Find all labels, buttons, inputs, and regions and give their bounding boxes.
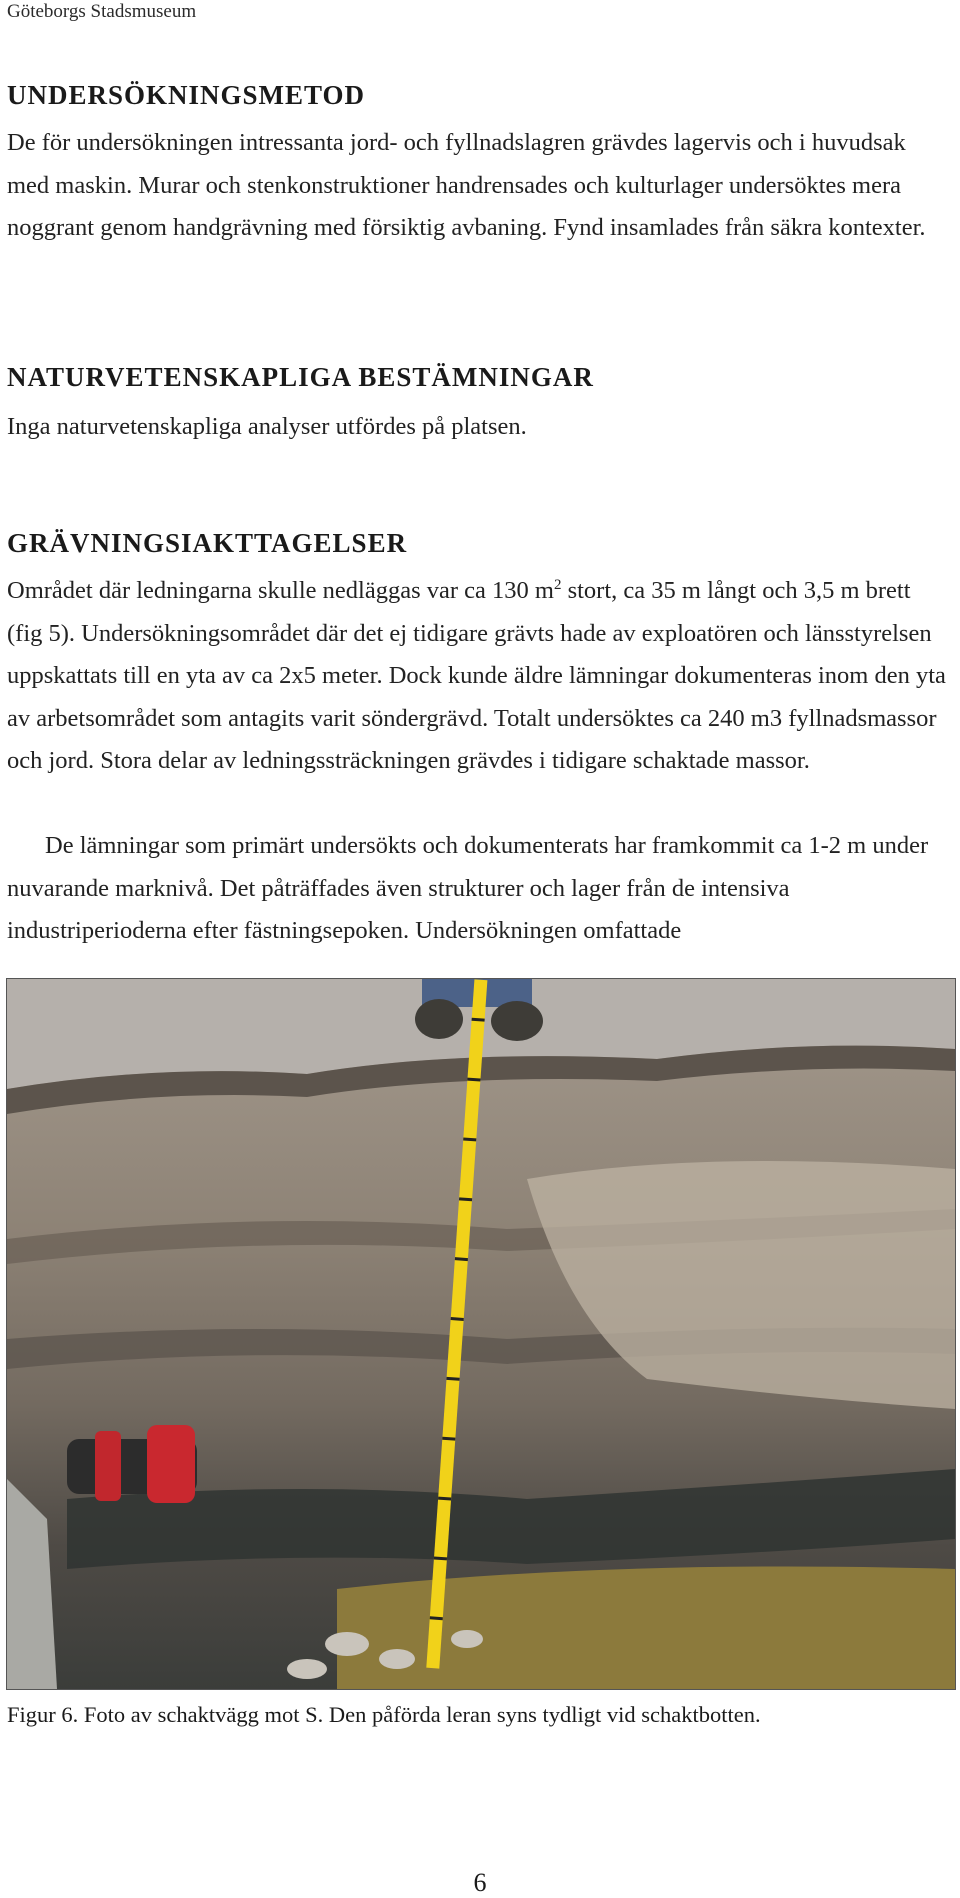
heading-observations: GRÄVNINGSIAKTTAGELSER: [7, 528, 408, 558]
superscript: 2: [553, 576, 562, 593]
excavation-photo-illustration: [7, 979, 955, 1689]
figure-caption: Figur 6. Foto av schaktvägg mot S. Den påförda leran syns tydligt vid schaktbotten.: [7, 1702, 761, 1727]
running-head: Göteborgs Stadsmuseum: [7, 1, 197, 22]
paragraph-method: De för undersökningen intressanta jord- och fyllnadslagren grävdes lagervis och i huvudsak med maskin. Murar och stenkonstruktioner handrensades och kulturlager undersöktes mera noggrant genom handgrävning med försiktig avbaning. Fynd insamlades från säkra kontexter.: [7, 129, 926, 241]
heading-science: NATURVETENSKAPLIGA BESTÄMNINGAR: [7, 362, 594, 392]
paragraph-observations-2: De lämningar som primärt undersökts och dokumenterats har framkommit ca 1-2 m under nuvarande marknivå. Det påträffades även strukturer och lager från de intensiva industriperioderna efter fästningsepoken. Undersökningen omfattade: [7, 832, 929, 944]
heading-method: UNDERSÖKNINGSMETOD: [7, 80, 366, 110]
paragraph-science: Inga naturvetenskapliga analyser utfördes på platsen.: [7, 413, 527, 440]
observations-text-b: stort, ca 35 m långt och 3,5 m brett (fig 5). Undersökningsområdet där det ej tidigare grävts hade av exploatören och länsstyrelsen uppskattats till en yta av ca 2x5 meter. Dock kunde äldre lämningar dokumenteras inom den yta av arbetsområdet som antagits varit söndergrävd. Totalt undersöktes ca 240 m3 fyllnadsmassor och jord. Stora delar av ledningssträckningen grävdes i tidigare schaktade massor.: [7, 577, 946, 774]
paragraph-observations-1: [7, 570, 947, 783]
excavation-photo: [6, 978, 956, 1690]
page-number: 6: [473, 1868, 487, 1897]
observations-text-a: Området där ledningarna skulle nedläggas var ca 130 m: [7, 577, 554, 604]
